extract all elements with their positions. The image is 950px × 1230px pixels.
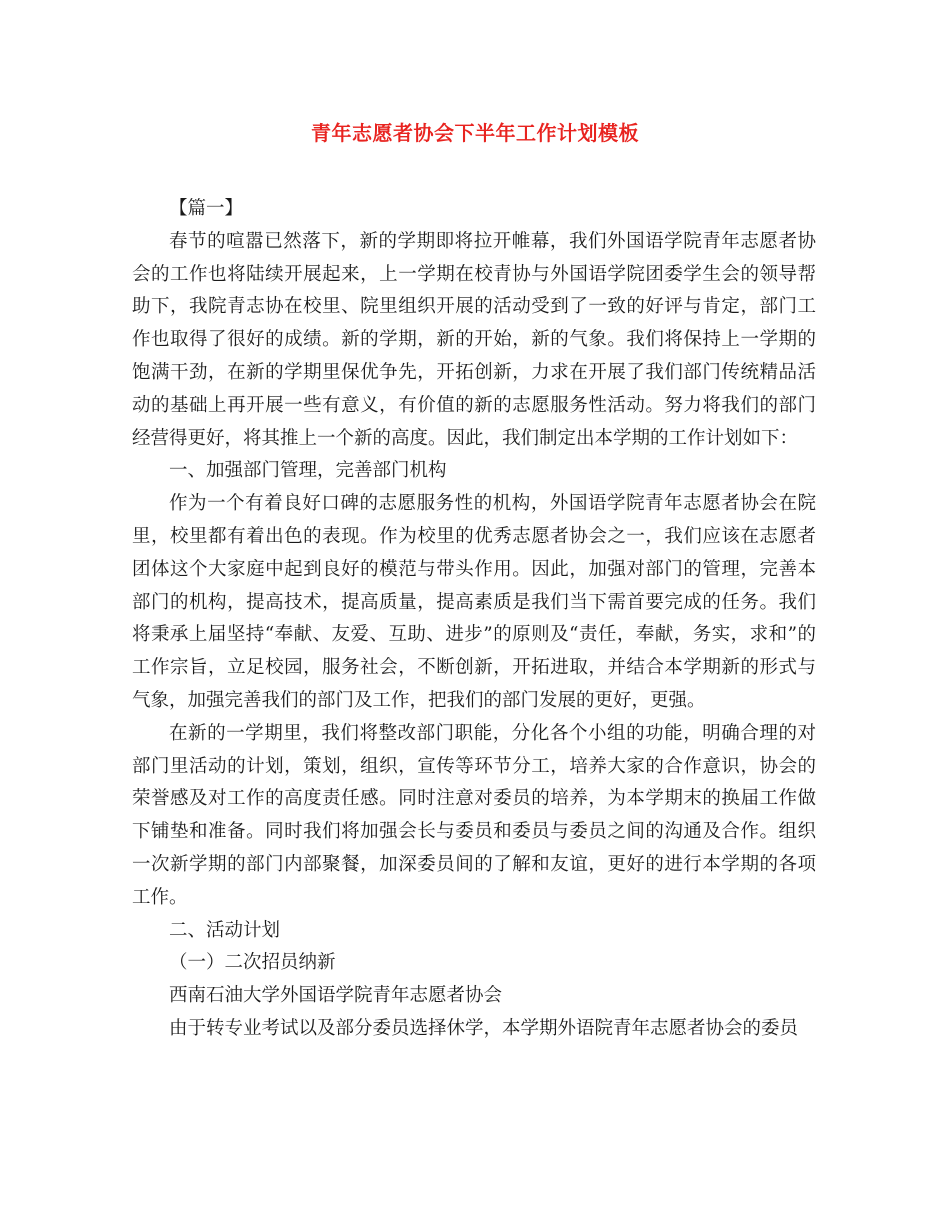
paragraph-management: 作为一个有着良好口碑的志愿服务性的机构，外国语学院青年志愿者协会在院里，校里都有着出色的表现。作为校里的优秀志愿者协会之一，我们应该在志愿者团体这个大家庭中起到良好的模范与带头作用。因此，加强对部门的管理，完善本部门的机构，提高技术，提高质量，提高素质是我们当下需首要完成的任务。我们将秉承上届坚持“奉献、友爱、互助、进步”的原则及“责任，奉献，务实，求和”的工作宗旨，立足校园，服务社会，不断创新，开拓进取，并结合本学期新的形式与气象，加强完善我们的部门及工作，把我们的部门发展的更好，更强。 bbox=[132, 493, 816, 711]
paragraph-reorganization: 在新的一学期里，我们将整改部门职能，分化各个小组的功能，明确合理的对部门里活动的计划，策划，组织，宣传等环节分工，培养大家的合作意识，协会的荣誉感及对工作的高度责任感。同时注意对委员的培养，为本学期末的换届工作做下铺垫和准备。同时我们将加强会长与委员和委员与委员之间的沟通及合作。组织一次新学期的部门内部聚餐，加深委员间的了解和友谊，更好的进行本学期的各项工作。 bbox=[132, 722, 816, 908]
paragraph-recruitment: 由于转专业考试以及部分委员选择休学，本学期外语院青年志愿者协会的委员 bbox=[169, 1017, 799, 1039]
subsection-heading-1: （一）二次招员纳新 bbox=[169, 952, 336, 974]
document-title: 青年志愿者协会下半年工作计划模板 bbox=[311, 121, 639, 145]
section-heading-1: 一、加强部门管理，完善部门机构 bbox=[169, 460, 447, 482]
paragraph-intro: 春节的喧嚣已然落下，新的学期即将拉开帷幕，我们外国语学院青年志愿者协会的工作也将陆续开展起来，上一学期在校青协与外国语学院团委学生会的领导帮助下，我院青志协在校里、院里组织开展的活动受到了一致的好评与肯定，部门工作也取得了很好的成绩。新的学期，新的开始，新的气象。我们将保持上一学期的饱满干劲，在新的学期里保优争先，开拓创新，力求在开展了我们部门传统精品活动的基础上再开展一些有意义，有价值的新的志愿服务性活动。努力将我们的部门经营得更好，将其推上一个新的高度。因此，我们制定出本学期的工作计划如下： bbox=[132, 230, 816, 449]
organization-name: 西南石油大学外国语学院青年志愿者协会 bbox=[169, 985, 503, 1007]
section-heading-2: 二、活动计划 bbox=[169, 919, 281, 941]
document-body bbox=[132, 193, 816, 1046]
section-marker: 【篇一】 bbox=[169, 198, 244, 219]
